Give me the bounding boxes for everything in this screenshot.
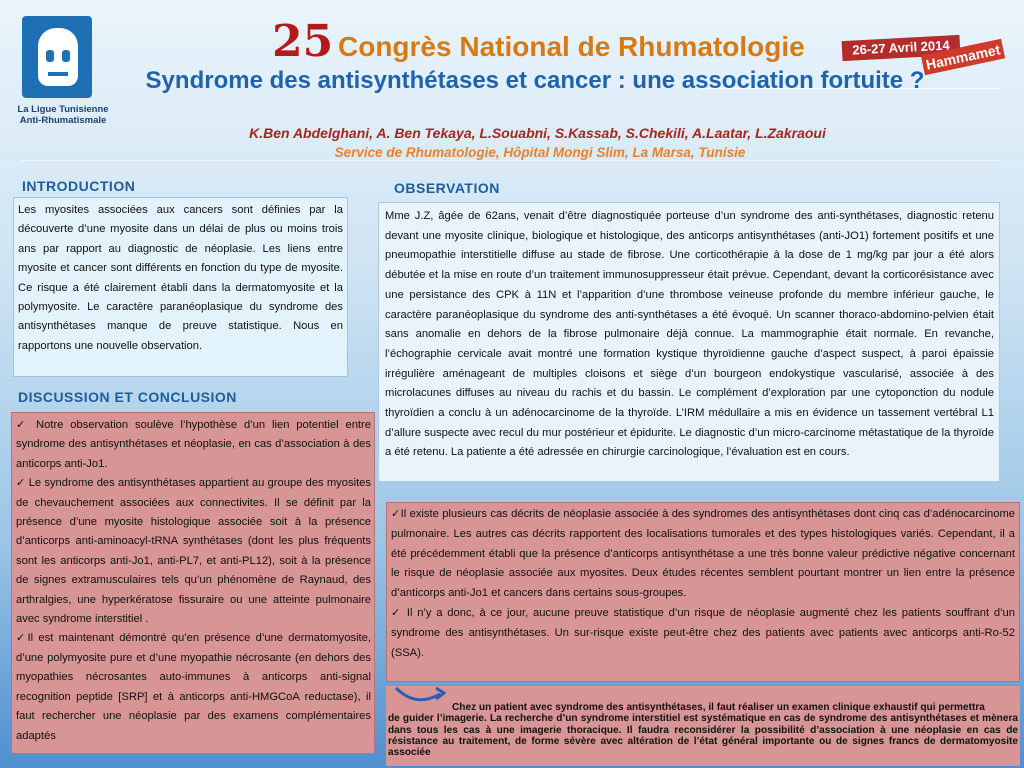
discussion-point: ✓Il est maintenant démontré qu’en présence d’une dermatomyosite, d’une polymyosite pure et d’une myopathie nécrosante (en dehors des myopathies nécrosantes auto-immunes à anticorps anti-signal recognition peptide [SRP] et à anticorps anti-HMGCoA reductase), il faut rechercher une néoplasie par des examens complémentaires adaptés: [16, 632, 371, 742]
observation-text: Mme J.Z, âgée de 62ans, venait d’être diagnostiquée porteuse d’un syndrome des anti-synthétases, diagnostic retenu devant une myosite clinique, biologique et histologique, des anticorps antisynthétases (anti-JO1) fortement positifs et une pneumopathie interstitielle diffuse au stade de fibrose. Une corticothérapie à la dose de 1 mg/kg par jour a été alors débutée et la mise en route d’un traitement immunosuppresseur était prévue. Cependant, devant la corticorésistance avec une persistance des CPK à 11N et l’apparition d’une thrombose veineuse profonde du membre inférieur gauche, le caractère paranéoplasique du syndrome des anti-synthétases a été évoqué. Un scanner thoraco-abdomino-pelvien était sans anomalie en dehors de la fibrose pulmonaire déjà connue. La mammographie était normale. En revanche, l’échographie cervicale avait montré une formation kystique thyroïdienne gauche d’aspect suspect, à paroi épaissie irrégulière aménageant de multiples cloisons et siège d’un bourgeon endokystique vascularisé, associée à des microlacunes diffuses au niveau du rachis et du bassin. Le complément d’exploration par une cytoponction du nodule thyroïdien a conclu à un adénocarcinome de la thyroïde. L’IRM médullaire a mis en évidence un tassement vertébral L1 d’allure suspecte avec recul du mur postérieur et épidurite. Le diagnostic d’un micro-carcinome métastatique de la thyroïde a été retenu. La patiente a été adressée en chirurgie carcinologique, l’évaluation est en cours.: [378, 202, 1000, 482]
conclusion-rest: de guider l’imagerie. La recherche d’un syndrome interstitiel est systématique en cas de syndrome des antisynthétases et mènera dans tous les cas à une imagerie thoracique. Il faudra reconsidérer la possibilité d’association à une néoplasie en cas de résistance au traitement, de forme sévère avec altération de l’état général importante ou de signes francs de dermatomyosite associée: [388, 713, 1018, 759]
date-badge: 26-27 Avril 2014: [842, 35, 961, 61]
conclusion-lead: Chez un patient avec syndrome des antisynthétases, il faut réaliser un examen clinique exhaustif qui permettra: [452, 702, 985, 713]
discussion-point: ✓ Le syndrome des antisynthétases appartient au groupe des myosites de chevauchement associées aux connectivites. Il se définit par la présence d’une myosite histologique associée soit à la présence d’anticorps anti-aminoacyl-tRNA synthétases (dont les plus fréquents sont les anticorps anti-Jo1, anti-PL7, et anti-PL12), soit à la présence de signes extramusculaires tels qu’un phénomène de Raynaud, des arthralgies, une hyperkératose fissuraire ou une atteinte pulmonaire avec syndrome interstitiel .: [16, 477, 371, 626]
congress-number: 25: [272, 16, 334, 67]
observation-heading: OBSERVATION: [394, 180, 500, 196]
discussion-heading: DISCUSSION ET CONCLUSION: [18, 389, 237, 405]
congress-title: Congrès National de Rhumatologie: [338, 31, 805, 62]
curved-arrow-icon: [392, 682, 448, 708]
discussion-right-box: [386, 502, 1020, 682]
league-name: La Ligue Tunisienne Anti-Rhumatismale: [17, 104, 109, 126]
poster-authors: K.Ben Abdelghani, A. Ben Tekaya, L.Souabni, S.Kassab, S.Chekili, A.Laatar, L.Zakraoui: [249, 125, 826, 141]
discussion-point: ✓Il existe plusieurs cas décrits de néoplasie associée à des syndromes des antisynthétases dont cinq cas d’adénocarcinome pulmonaire. Les autres cas décrits rapportent des localisations tumorales et des types histologiques variés. Cependant, il a été précédemment établi que la présence d’anticorps antisynthétase a une très bonne valeur prédictive négative concernant le risque de néoplasie associée aux myosites. Deux études récentes semblent pourtant montrer un lien entre la présence d’anticorps anti-Jo1 et cancers dans certains sous-groupes.: [391, 508, 1015, 600]
city-badge: Hammamet: [921, 39, 1005, 76]
discussion-point: ✓ Il n’y a donc, à ce jour, aucune preuve statistique d’un risque de néoplasie augmenté chez les patients souffrant d’un syndrome des antisynthétases. Un sur-risque existe peut-être chez des patients avec patients avec anticorps anti-Ro-52 (SSA).: [391, 606, 1015, 659]
decorative-line: [20, 160, 1000, 161]
conclusion-text: [388, 702, 1018, 758]
introduction-text: Les myosites associées aux cancers sont définies par la découverte d’une myosite dans un délai de plus ou moins trois ans par rapport au diagnostic de néoplasie. Les liens entre myosite et cancer sont différents en fonction du type de myosite. Ce risque a été clairement établi dans la dermatomyosite et la polymyosite. Le caractère paranéoplasique du syndrome des antisynthétases manque de preuve statistique. Nous en rapportons une nouvelle observation.: [13, 197, 348, 377]
discussion-box: [11, 412, 375, 754]
poster-affiliation: Service de Rhumatologie, Hôpital Mongi Slim, La Marsa, Tunisie: [334, 145, 746, 160]
introduction-heading: INTRODUCTION: [22, 178, 136, 194]
poster-title: Syndrome des antisynthétases et cancer : une association fortuite ?: [145, 67, 925, 94]
discussion-point: ✓ Notre observation soulève l’hypothèse d’un lien potentiel entre syndrome des antisynthétases et néoplasie, en cas d’association à des anticorps anti-Jo1.: [16, 419, 371, 470]
